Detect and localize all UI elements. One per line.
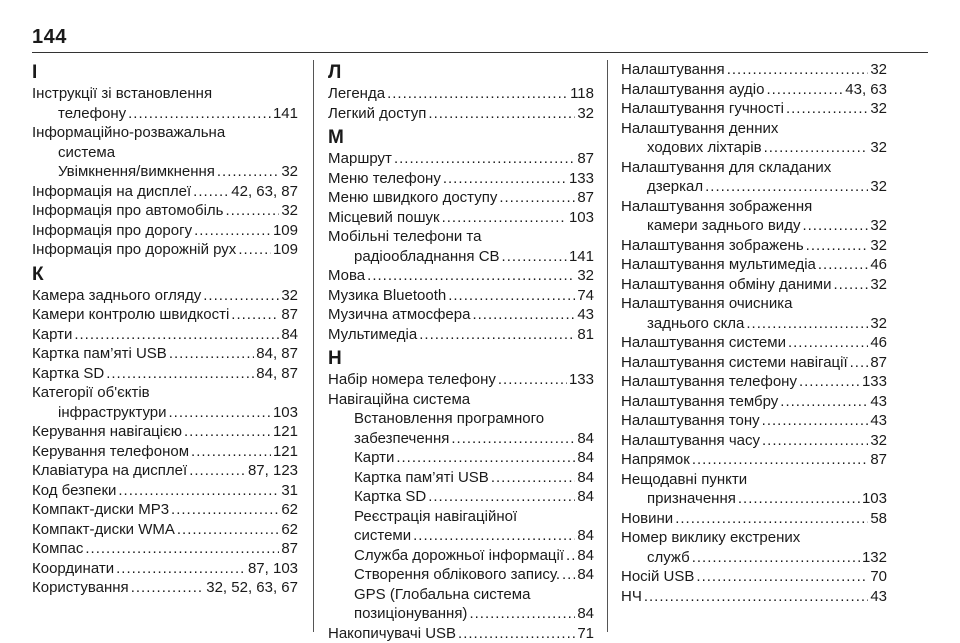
dot-leader [802, 216, 868, 230]
dot-leader [106, 364, 254, 378]
index-entry [328, 468, 594, 488]
dot-leader [705, 177, 868, 191]
dot-leader [238, 240, 271, 254]
dot-leader [692, 450, 869, 464]
header-rule [32, 52, 928, 53]
index-entry-term: Інформація на дисплеї [32, 182, 191, 202]
index-entry [621, 80, 887, 100]
index-entry-pages: 141 [273, 104, 298, 124]
index-entry [328, 429, 594, 449]
index-entry-pages: 84 [281, 325, 298, 345]
index-entry-term: ходових ліхтарів [647, 138, 762, 158]
index-entry [328, 546, 594, 566]
index-entry-term: Налаштування системи навігації [621, 353, 848, 373]
index-entry-pages: 87 [577, 188, 594, 208]
index-entry-heading: Налаштування очисника [621, 294, 887, 314]
index-entry-heading: Номер виклику екстрених [621, 528, 887, 548]
index-entry-pages: 87, 123 [248, 461, 298, 481]
index-entry-heading: Встановлення програмного [328, 409, 594, 429]
index-entry-term: Налаштування [621, 60, 725, 80]
dot-leader [428, 104, 575, 118]
index-entry-heading: Налаштування денних [621, 119, 887, 139]
index-entry-term: Інформація про дорогу [32, 221, 192, 241]
dot-leader [194, 221, 271, 235]
dot-leader [394, 149, 575, 163]
index-entry [621, 353, 887, 373]
index-entry-pages: 62 [281, 500, 298, 520]
index-entry-pages: 87 [870, 353, 887, 373]
index-entry-term: заднього скла [647, 314, 744, 334]
index-entry-term: Користування [32, 578, 129, 598]
index-entry-heading: Реєстрація навігаційної [328, 507, 594, 527]
index-entry-pages: 133 [569, 169, 594, 189]
index-entry-term: позиціонування) [354, 604, 467, 624]
index-entry [32, 578, 298, 598]
dot-leader [128, 104, 271, 118]
index-entry-term: Набір номера телефону [328, 370, 496, 390]
dot-leader [502, 247, 567, 261]
index-entry-term: Створення облікового запису. [354, 565, 560, 585]
index-entry-term: Налаштування телефону [621, 372, 797, 392]
index-entry-term: Накопичувачі USB [328, 624, 456, 643]
index-entry [621, 548, 887, 568]
index-entry-term: Налаштування обміну даними [621, 275, 832, 295]
index-entry [32, 442, 298, 462]
index-entry-pages: 87 [577, 149, 594, 169]
dot-leader [562, 565, 575, 579]
dot-leader [766, 80, 843, 94]
index-entry-term: Налаштування часу [621, 431, 760, 451]
index-entry-term: Карти [32, 325, 72, 345]
column-divider [607, 60, 608, 632]
index-section-letter: І [32, 62, 298, 83]
dot-leader [727, 60, 869, 74]
index-entry [32, 344, 298, 364]
index-entry-term: Налаштування аудіо [621, 80, 764, 100]
index-entry [32, 422, 298, 442]
dot-leader [443, 169, 567, 183]
index-entry-term: Керування телефоном [32, 442, 189, 462]
dot-leader [696, 567, 868, 581]
index-column-3 [621, 60, 887, 606]
index-entry [32, 559, 298, 579]
index-entry [621, 216, 887, 236]
dot-leader [491, 468, 576, 482]
index-entry-pages: 103 [862, 489, 887, 509]
index-entry-pages: 32 [870, 275, 887, 295]
index-entry [328, 247, 594, 267]
index-entry-term: Меню швидкого доступу [328, 188, 497, 208]
index-entry-pages: 103 [273, 403, 298, 423]
index-entry [32, 104, 298, 124]
dot-leader [566, 546, 575, 560]
dot-leader [850, 353, 869, 367]
index-entry-pages: 42, 63, 87 [231, 182, 298, 202]
index-entry-pages: 84 [577, 487, 594, 507]
index-entry [32, 500, 298, 520]
index-entry-pages: 84 [577, 546, 594, 566]
index-entry-pages: 32 [870, 177, 887, 197]
index-entry [328, 169, 594, 189]
index-entry-pages: 84, 87 [256, 364, 298, 384]
index-entry [328, 448, 594, 468]
dot-leader [788, 333, 868, 347]
dot-leader [675, 509, 868, 523]
index-entry-term: системи [354, 526, 411, 546]
dot-leader [226, 201, 280, 215]
dot-leader [203, 286, 279, 300]
index-entry-heading: Навігаційна система [328, 390, 594, 410]
index-entry-term: забезпечення [354, 429, 449, 449]
index-entry-pages: 84 [577, 448, 594, 468]
index-entry [32, 305, 298, 325]
index-entry [328, 188, 594, 208]
dot-leader [780, 392, 868, 406]
index-entry [32, 182, 298, 202]
index-entry [328, 526, 594, 546]
index-entry-pages: 71 [577, 624, 594, 643]
index-entry-term: камери заднього виду [647, 216, 800, 236]
index-entry [32, 201, 298, 221]
index-entry-term: Легкий доступ [328, 104, 426, 124]
dot-leader [746, 314, 868, 328]
index-entry [32, 286, 298, 306]
index-entry-pages: 32 [281, 201, 298, 221]
dot-leader [469, 604, 575, 618]
index-entry-pages: 32 [281, 162, 298, 182]
index-entry [621, 372, 887, 392]
index-entry-pages: 74 [577, 286, 594, 306]
index-entry-pages: 109 [273, 240, 298, 260]
index-entry-term: Музика Bluetooth [328, 286, 446, 306]
index-entry [621, 411, 887, 431]
index-entry-term: Компакт-диски MP3 [32, 500, 169, 520]
index-entry-term: Компакт-диски WMA [32, 520, 175, 540]
dot-leader [472, 305, 575, 319]
index-entry-pages: 87 [281, 305, 298, 325]
index-entry-pages: 84 [577, 604, 594, 624]
dot-leader [786, 99, 868, 113]
index-entry-pages: 133 [569, 370, 594, 390]
index-entry-term: Налаштування зображень [621, 236, 804, 256]
index-entry [621, 567, 887, 587]
index-entry-pages: 46 [870, 333, 887, 353]
index-entry-heading: GPS (Глобальна система [328, 585, 594, 605]
index-entry [621, 255, 887, 275]
index-entry-heading: система [32, 143, 298, 163]
index-entry-term: інфраструктури [58, 403, 167, 423]
index-entry-term: Музична атмосфера [328, 305, 470, 325]
index-entry [621, 333, 887, 353]
dot-leader [189, 461, 246, 475]
dot-leader [169, 403, 271, 417]
dot-leader [131, 578, 205, 592]
index-entry [32, 403, 298, 423]
index-entry-term: Картка SD [32, 364, 104, 384]
dot-leader [738, 489, 860, 503]
index-entry-heading: Налаштування для складаних [621, 158, 887, 178]
index-entry-term: Інформація про автомобіль [32, 201, 224, 221]
index-entry-term: Новини [621, 509, 673, 529]
index-entry [621, 60, 887, 80]
index-entry [621, 431, 887, 451]
index-entry-term: Код безпеки [32, 481, 116, 501]
dot-leader [818, 255, 868, 269]
index-entry-term: Носій USB [621, 567, 694, 587]
index-entry-term: радіообладнання CB [354, 247, 500, 267]
index-entry-pages: 32, 52, 63, 67 [206, 578, 298, 598]
index-entry-pages: 118 [570, 84, 594, 104]
index-entry-heading: Налаштування зображення [621, 197, 887, 217]
dot-leader [74, 325, 279, 339]
index-section-letter: М [328, 127, 594, 148]
dot-leader [413, 526, 575, 540]
index-entry [32, 481, 298, 501]
index-entry [328, 624, 594, 643]
index-entry-term: Налаштування тембру [621, 392, 778, 412]
index-entry-term: Мова [328, 266, 365, 286]
index-entry-pages: 87 [870, 450, 887, 470]
index-entry-pages: 70 [870, 567, 887, 587]
index-entry [328, 104, 594, 124]
index-entry [621, 177, 887, 197]
index-entry-pages: 43, 63 [845, 80, 887, 100]
dot-leader [184, 422, 271, 436]
index-entry-pages: 109 [273, 221, 298, 241]
index-entry-pages: 84 [577, 468, 594, 488]
dot-leader [834, 275, 869, 289]
index-entry-pages: 32 [870, 99, 887, 119]
page-number: 144 [32, 26, 67, 49]
index-entry-pages: 84 [577, 429, 594, 449]
index-entry-term: Камери контролю швидкості [32, 305, 229, 325]
dot-leader [458, 624, 575, 638]
index-entry [328, 325, 594, 345]
index-entry [32, 162, 298, 182]
dot-leader [644, 587, 868, 601]
index-section-letter: Л [328, 62, 594, 83]
index-entry [328, 370, 594, 390]
index-section-letter: К [32, 264, 298, 285]
index-entry-pages: 32 [870, 314, 887, 334]
dot-leader [799, 372, 860, 386]
index-entry-pages: 87, 103 [248, 559, 298, 579]
index-entry-term: Карти [354, 448, 394, 468]
index-entry-pages: 32 [870, 216, 887, 236]
dot-leader [428, 487, 575, 501]
dot-leader [193, 182, 229, 196]
dot-leader [217, 162, 279, 176]
index-entry-term: Налаштування мультимедіа [621, 255, 816, 275]
index-entry-term: Клавіатура на дисплеї [32, 461, 187, 481]
index-entry-term: Маршрут [328, 149, 392, 169]
dot-leader [396, 448, 575, 462]
dot-leader [419, 325, 575, 339]
index-entry-pages: 32 [870, 431, 887, 451]
index-column-1 [32, 60, 298, 598]
dot-leader [231, 305, 279, 319]
index-entry [328, 266, 594, 286]
index-entry-term: Напрямок [621, 450, 690, 470]
index-entry-pages: 121 [273, 422, 298, 442]
index-entry-heading: Мобільні телефони та [328, 227, 594, 247]
index-entry-pages: 84, 87 [256, 344, 298, 364]
index-entry-pages: 87 [281, 539, 298, 559]
index-entry-pages: 32 [577, 266, 594, 286]
dot-leader [177, 520, 279, 534]
dot-leader [169, 344, 254, 358]
index-entry-pages: 32 [577, 104, 594, 124]
index-entry-term: Камера заднього огляду [32, 286, 201, 306]
index-entry-term: Мультимедіа [328, 325, 417, 345]
index-entry-heading: Інструкції зі встановлення [32, 84, 298, 104]
index-entry [328, 565, 594, 585]
index-entry [621, 450, 887, 470]
dot-leader [451, 429, 575, 443]
index-entry-pages: 81 [577, 325, 594, 345]
dot-leader [448, 286, 575, 300]
index-entry [328, 208, 594, 228]
index-entry-pages: 32 [870, 138, 887, 158]
index-entry [621, 138, 887, 158]
dot-leader [367, 266, 575, 280]
index-entry-term: Легенда [328, 84, 385, 104]
dot-leader [692, 548, 860, 562]
index-entry-term: Картка пам’яті USB [32, 344, 167, 364]
index-entry [621, 489, 887, 509]
index-entry [621, 392, 887, 412]
index-entry-term: Компас [32, 539, 83, 559]
index-entry-pages: 133 [862, 372, 887, 392]
index-entry [32, 325, 298, 345]
index-entry-pages: 103 [569, 208, 594, 228]
index-entry [32, 240, 298, 260]
dot-leader [442, 208, 567, 222]
dot-leader [118, 481, 279, 495]
index-entry-term: Картка пам’яті USB [354, 468, 489, 488]
index-entry-pages: 46 [870, 255, 887, 275]
index-entry-term: Служба дорожньої інформації [354, 546, 564, 566]
index-entry-term: Увімкнення/вимкнення [58, 162, 215, 182]
index-column-2 [328, 60, 594, 643]
dot-leader [762, 431, 868, 445]
index-entry-pages: 132 [862, 548, 887, 568]
index-entry-pages: 31 [281, 481, 298, 501]
index-entry-term: НЧ [621, 587, 642, 607]
index-entry-pages: 32 [281, 286, 298, 306]
index-entry [621, 509, 887, 529]
dot-leader [762, 411, 869, 425]
index-entry-term: призначення [647, 489, 736, 509]
index-entry-term: Налаштування тону [621, 411, 760, 431]
index-entry-term: Координати [32, 559, 114, 579]
index-section-letter: Н [328, 348, 594, 369]
dot-leader [85, 539, 279, 553]
index-entry [32, 520, 298, 540]
index-entry-heading: Інформаційно-розважальна [32, 123, 298, 143]
index-entry-pages: 62 [281, 520, 298, 540]
index-entry-pages: 43 [870, 411, 887, 431]
index-entry [328, 604, 594, 624]
index-entry-heading: Нещодавні пункти [621, 470, 887, 490]
index-entry-pages: 32 [870, 60, 887, 80]
index-entry [32, 539, 298, 559]
dot-leader [764, 138, 869, 152]
dot-leader [498, 370, 567, 384]
index-entry-term: Інформація про дорожній рух [32, 240, 236, 260]
index-entry-term: Місцевий пошук [328, 208, 440, 228]
index-entry [32, 221, 298, 241]
index-entry-term: Картка SD [354, 487, 426, 507]
index-entry-pages: 141 [569, 247, 594, 267]
index-entry-term: дзеркал [647, 177, 703, 197]
index-entry [32, 364, 298, 384]
index-entry [32, 461, 298, 481]
dot-leader [171, 500, 279, 514]
index-entry-pages: 121 [273, 442, 298, 462]
index-entry-term: Керування навігацією [32, 422, 182, 442]
index-entry-pages: 32 [870, 236, 887, 256]
dot-leader [116, 559, 246, 573]
index-entry-term: Налаштування гучності [621, 99, 784, 119]
index-entry [328, 487, 594, 507]
column-divider [313, 60, 314, 632]
dot-leader [191, 442, 271, 456]
dot-leader [499, 188, 575, 202]
index-entry [328, 84, 594, 104]
dot-leader [387, 84, 568, 98]
index-entry-pages: 84 [577, 526, 594, 546]
index-entry [621, 99, 887, 119]
index-entry-heading: Категорії об'єктів [32, 383, 298, 403]
index-entry-term: служб [647, 548, 690, 568]
index-entry [621, 275, 887, 295]
index-entry-pages: 84 [577, 565, 594, 585]
index-entry [328, 305, 594, 325]
index-entry-term: Налаштування системи [621, 333, 786, 353]
index-entry-pages: 43 [870, 587, 887, 607]
index-entry [621, 314, 887, 334]
index-entry-pages: 43 [870, 392, 887, 412]
index-entry-pages: 58 [870, 509, 887, 529]
index-entry [621, 587, 887, 607]
index-entry-pages: 43 [577, 305, 594, 325]
index-entry [328, 149, 594, 169]
index-entry-term: Меню телефону [328, 169, 441, 189]
index-entry [621, 236, 887, 256]
index-entry [328, 286, 594, 306]
index-entry-term: телефону [58, 104, 126, 124]
dot-leader [806, 236, 869, 250]
